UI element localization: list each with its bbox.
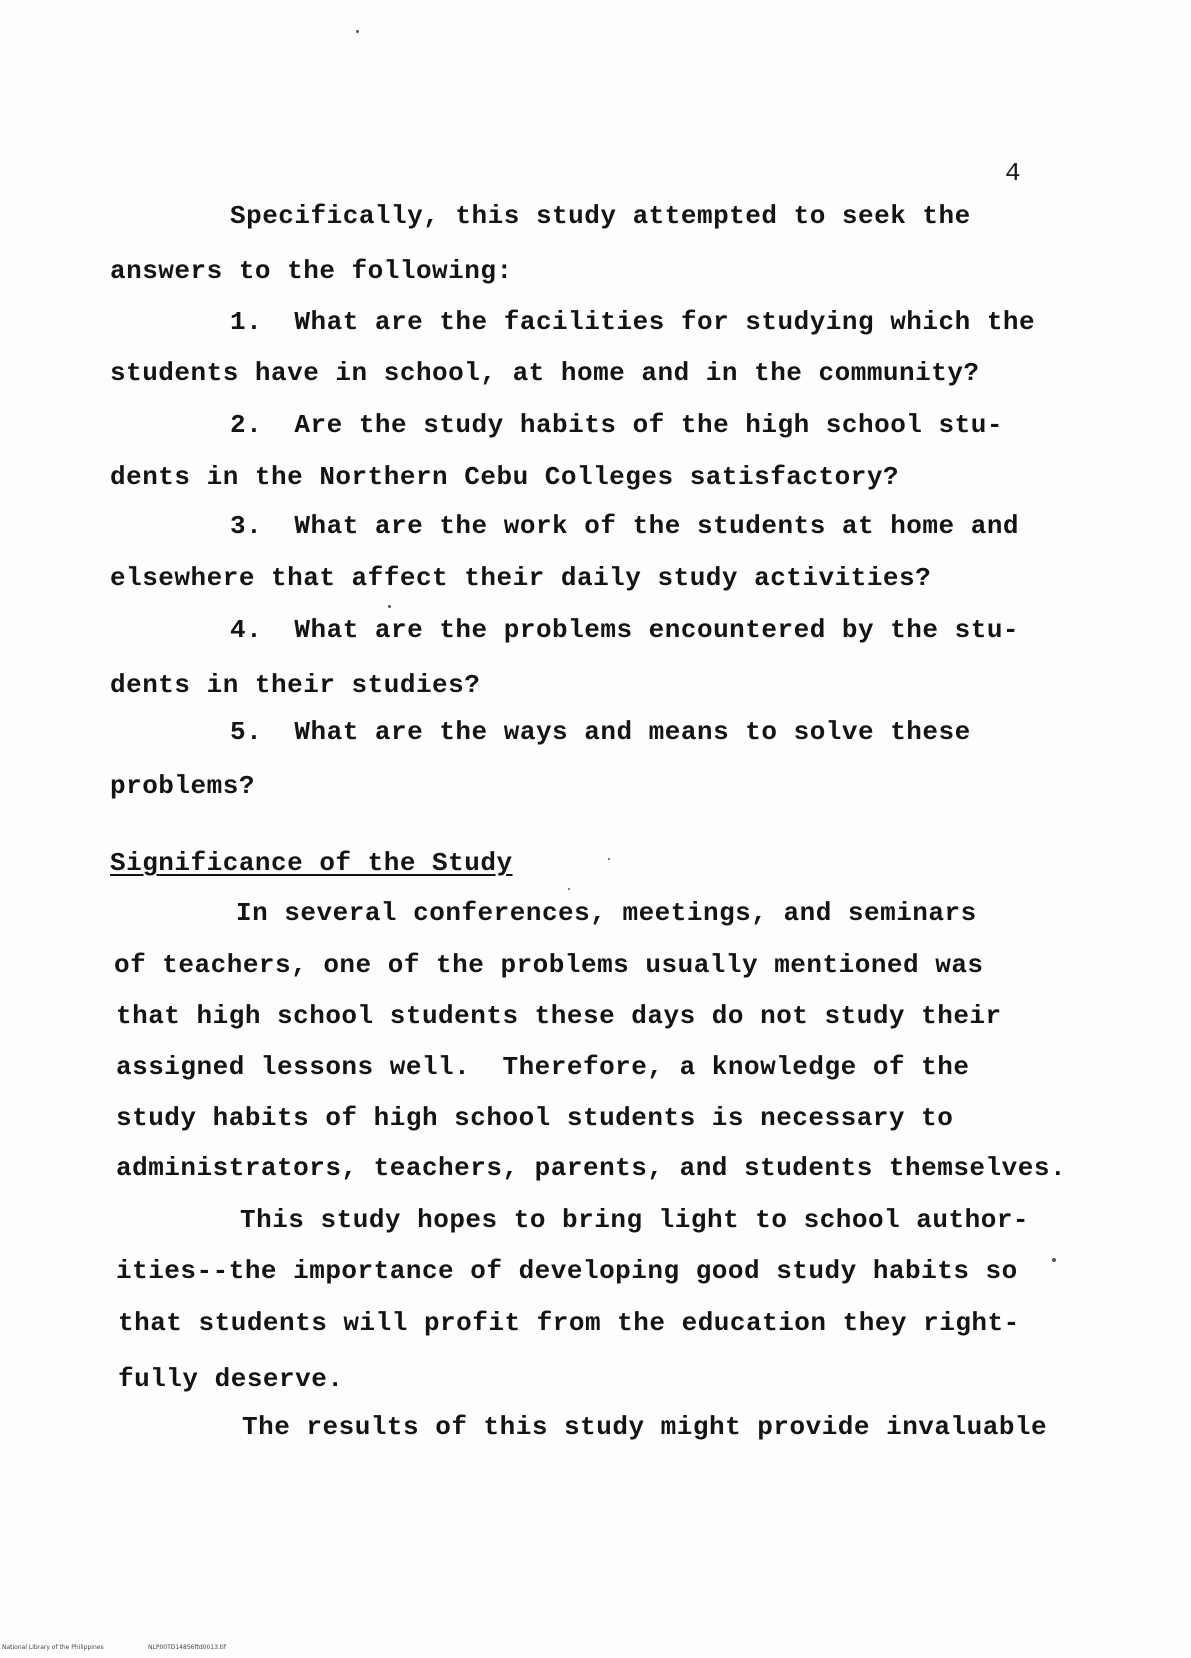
- text-line: that students will profit from the education they right-: [118, 1308, 1020, 1338]
- question-2: 2. Are the study habits of the high school stu-: [230, 410, 1003, 440]
- text-line: that high school students these days do not study their: [116, 1001, 1002, 1031]
- scan-speck: [356, 30, 359, 33]
- text-line: of teachers, one of the problems usually mentioned was: [114, 950, 984, 980]
- scan-speck: [1052, 1258, 1056, 1262]
- question-4: 4. What are the problems encountered by the stu-: [230, 615, 1020, 645]
- scan-speck: [608, 858, 610, 860]
- text-line: The results of this study might provide invaluable: [242, 1412, 1048, 1442]
- scan-speck: [568, 888, 570, 890]
- footer-file-id: NLP00TD14856ftd0013.tif: [148, 1644, 226, 1651]
- text-line: elsewhere that affect their daily study activities?: [110, 563, 932, 593]
- section-heading: Significance of the Study: [110, 848, 513, 878]
- text-line: This study hopes to bring light to school author-: [240, 1205, 1030, 1235]
- text-line: administrators, teachers, parents, and students themselves.: [116, 1153, 1067, 1183]
- text-line: assigned lessons well. Therefore, a knowledge of the: [116, 1052, 970, 1082]
- scan-speck: [388, 605, 391, 608]
- text-line: dents in the Northern Cebu Colleges satisfactory?: [110, 462, 900, 492]
- text-line: fully deserve.: [118, 1364, 344, 1394]
- text-line: dents in their studies?: [110, 670, 481, 700]
- text-line: answers to the following:: [110, 256, 513, 286]
- text-line: students have in school, at home and in the community?: [110, 358, 980, 388]
- question-3: 3. What are the work of the students at home and: [230, 511, 1020, 541]
- footer-library: National Library of the Philippines: [2, 1644, 104, 1651]
- text-line: problems?: [110, 771, 255, 801]
- question-1: 1. What are the facilities for studying which the: [230, 307, 1036, 337]
- text-line: study habits of high school students is necessary to: [116, 1103, 954, 1133]
- text-line: ities--the importance of developing good study habits so: [116, 1256, 1018, 1286]
- page-number: 4: [1005, 158, 1021, 188]
- text-line: In several conferences, meetings, and seminars: [236, 898, 977, 928]
- text-line: Specifically, this study attempted to seek the: [230, 201, 971, 231]
- question-5: 5. What are the ways and means to solve these: [230, 717, 971, 747]
